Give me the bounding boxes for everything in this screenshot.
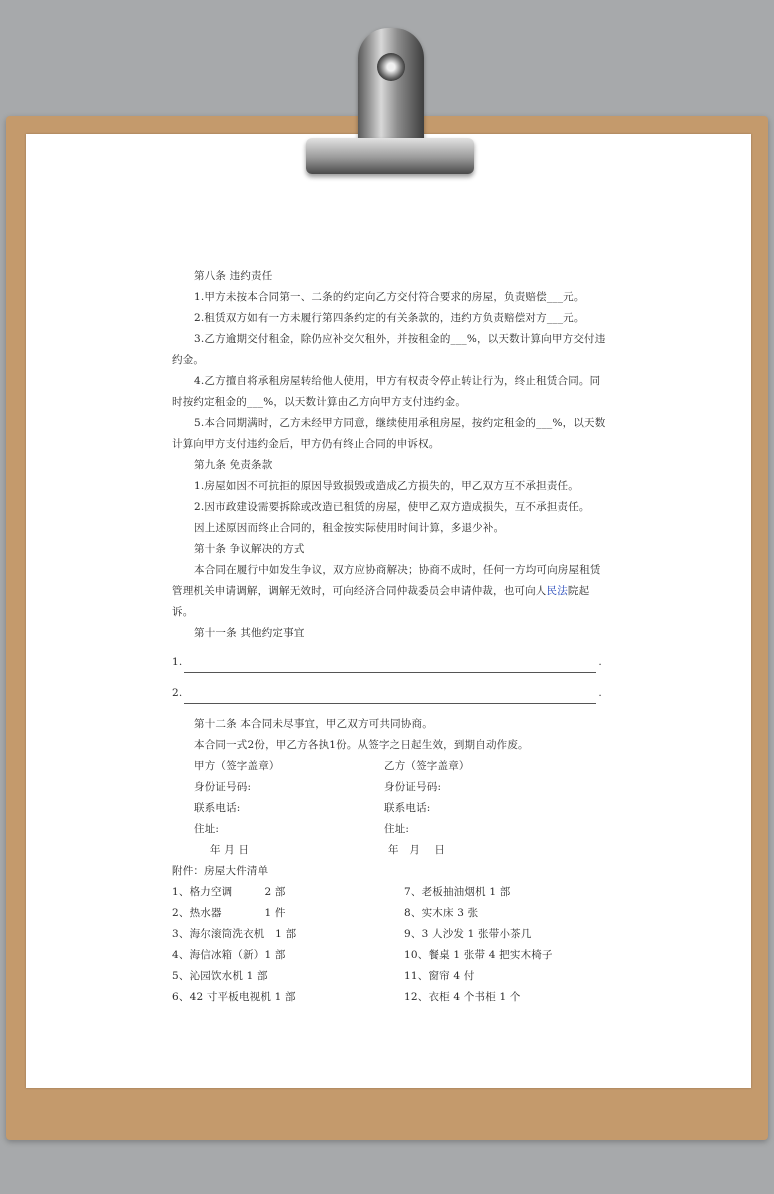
party-a-address-label: 住址: (194, 823, 220, 835)
binder-clip-hole (377, 53, 405, 81)
article-11-title: 第十一条 其他约定事宜 (194, 627, 305, 639)
inventory-row (172, 987, 608, 1008)
article-8-item: 4.乙方擅自将承租房屋转给他人使用，甲方有权责令停止转让行为，终止租赁合同。同时按约定租金的___%，以天数计算由乙方向甲方支付违约金。 (172, 375, 601, 408)
civil-law-link[interactable]: 民法 (546, 585, 568, 597)
inventory-item: 12、衣柜 4 个书柜 1 个 (404, 991, 521, 1003)
blank-line-end: . (598, 687, 602, 699)
party-a-label: 甲方（签字盖章） (194, 760, 280, 772)
inventory-row (172, 966, 608, 987)
inventory-item: 6、42 寸平板电视机 1 部 (172, 991, 296, 1003)
inventory-row (172, 882, 608, 903)
signature-row (172, 819, 608, 840)
article-8-item: 1.甲方未按本合同第一、二条的约定向乙方交付符合要求的房屋，负责赔偿___元。 (194, 291, 585, 303)
article-12-line: 第十二条 本合同未尽事宜，甲乙双方可共同协商。 (194, 718, 433, 730)
inventory-item: 3、海尔滚筒洗衣机 1 部 (172, 928, 297, 940)
article-10-text (172, 560, 608, 623)
article-10-text-after: 院起诉。 (172, 585, 590, 618)
contract-text (172, 266, 608, 1008)
blank-line-rule (184, 691, 596, 704)
blank-line-end: . (598, 656, 602, 668)
inventory-item: 5、沁园饮水机 1 部 (172, 970, 268, 982)
inventory-item: 9、3 人沙发 1 张带小茶几 (404, 928, 532, 940)
inventory-item: 10、餐桌 1 张带 4 把实木椅子 (404, 949, 553, 961)
blank-line-rule (184, 660, 596, 673)
party-b-address-label: 住址: (384, 823, 410, 835)
article-8-item: 5.本合同期满时，乙方未经甲方同意，继续使用承租房屋，按约定租金的___%，以天数计算向甲方支付违约金后，甲方仍有终止合同的申诉权。 (172, 417, 606, 450)
party-b-id-label: 身份证号码: (384, 781, 442, 793)
party-a-date: 年 月 日 (210, 844, 250, 856)
signature-row (172, 798, 608, 819)
signature-row (172, 777, 608, 798)
blank-line-number: 1. (172, 656, 183, 668)
article-12-line: 本合同一式2份，甲乙方各执1份。从签字之日起生效，到期自动作废。 (194, 739, 529, 751)
inventory-item: 1、格力空调 2 部 (172, 886, 286, 898)
article-9-item: 因上述原因而终止合同的，租金按实际使用时间计算，多退少补。 (194, 522, 505, 534)
article-10-text-before: 本合同在履行中如发生争议，双方应协商解决；协商不成时，任何一方均可向房屋租赁管理机关申请调解，调解无效时，可向经济合同仲裁委员会申请仲裁，也可向人 (172, 564, 601, 597)
inventory-item: 11、窗帘 4 付 (404, 970, 475, 982)
article-8-item: 2.租赁双方如有一方未履行第四条约定的有关条款的，违约方负责赔偿对方___元。 (194, 312, 585, 324)
inventory-item: 8、实木床 3 张 (404, 907, 479, 919)
signature-date-row (172, 840, 608, 861)
inventory-row (172, 903, 608, 924)
inventory-item: 4、海信冰箱（新）1 部 (172, 949, 286, 961)
inventory-row (172, 924, 608, 945)
party-b-date: 年 月 日 (388, 844, 446, 856)
article-9-item: 2.因市政建设需要拆除或改造已租赁的房屋，使甲乙双方造成损失，互不承担责任。 (194, 501, 590, 513)
party-a-id-label: 身份证号码: (194, 781, 252, 793)
article-10-title: 第十条 争议解决的方式 (194, 543, 305, 555)
article-8-title: 第八条 违约责任 (194, 270, 273, 282)
signature-row (172, 756, 608, 777)
party-a-phone-label: 联系电话: (194, 802, 241, 814)
inventory-item: 2、热水器 1 件 (172, 907, 286, 919)
blank-fill-line (172, 652, 608, 673)
blank-line-number: 2. (172, 687, 183, 699)
binder-clip-base (306, 138, 474, 174)
inventory-item: 7、老板抽油烟机 1 部 (404, 886, 511, 898)
blank-fill-line (172, 683, 608, 704)
binder-clip-lever (358, 28, 424, 146)
article-9-item: 1.房屋如因不可抗拒的原因导致损毁或造成乙方损失的，甲乙双方互不承担责任。 (194, 480, 579, 492)
inventory-row (172, 945, 608, 966)
party-b-label: 乙方（签字盖章） (384, 760, 470, 772)
article-9-title: 第九条 免责条款 (194, 459, 273, 471)
article-8-item: 3.乙方逾期交付租金，除仍应补交欠租外，并按租金的___%，以天数计算向甲方交付违约金。 (172, 333, 606, 366)
inventory-title: 附件：房屋大件清单 (172, 865, 269, 877)
party-b-phone-label: 联系电话: (384, 802, 431, 814)
